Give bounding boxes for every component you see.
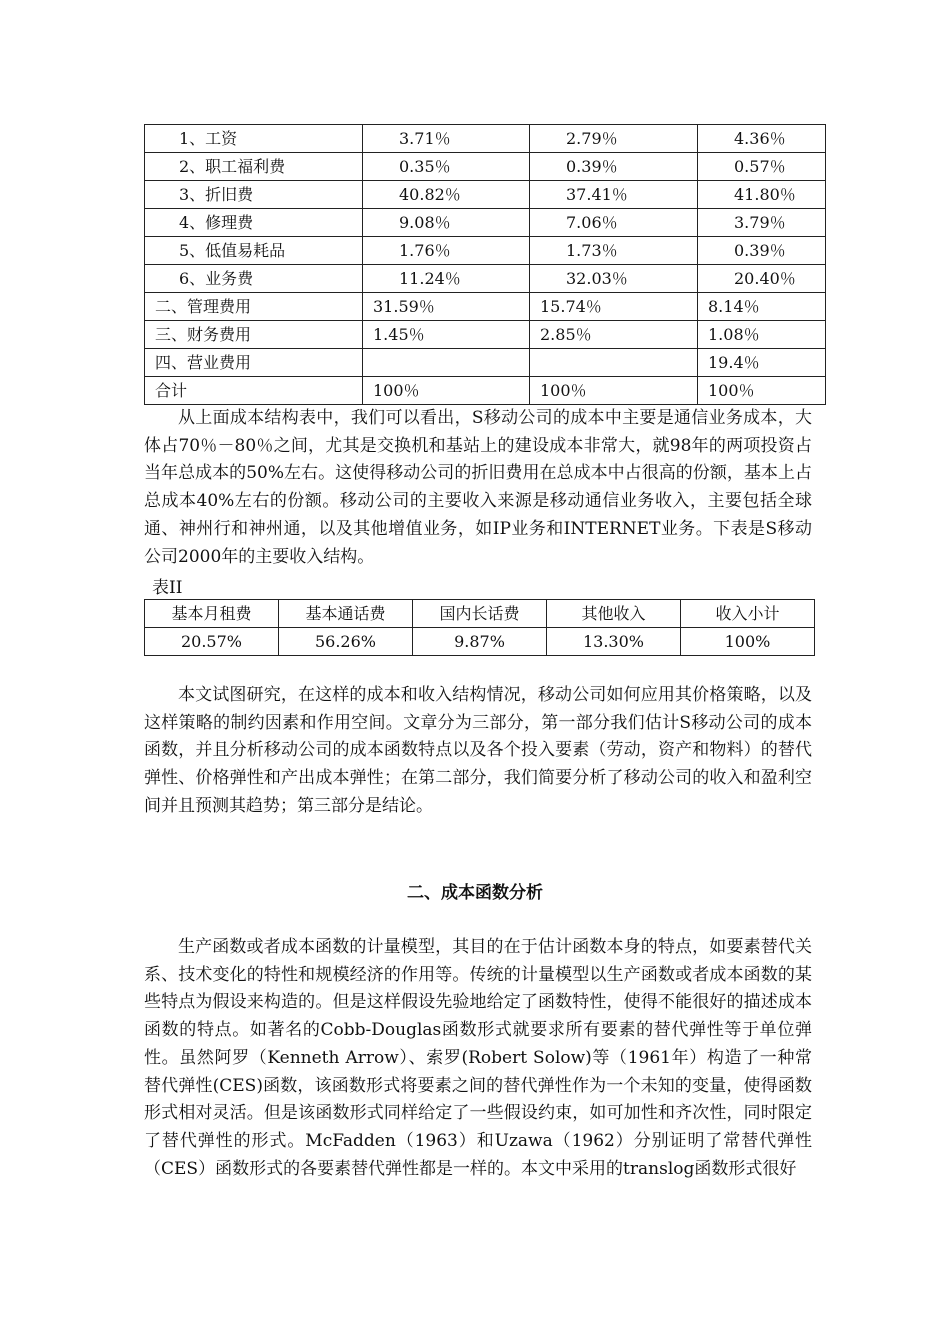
cell-value: 11.24％ [363, 265, 530, 293]
column-header: 国内长话费 [413, 600, 547, 628]
row-label: 合计 [145, 377, 363, 405]
table-row [145, 125, 826, 153]
column-header: 基本月租费 [145, 600, 279, 628]
cell-value: 0.39％ [530, 153, 698, 181]
cell-value: 40.82％ [363, 181, 530, 209]
paragraph-cost-function: 生产函数或者成本函数的计量模型，其目的在于估计函数本身的特点，如要素替代关系、技术变化的特性和规模经济的作用等。传统的计量模型以生产函数或者成本函数的某些特点为假设来构造的。但是这样假设先验地给定了函数特性，使得不能很好的描述成本函数的特点。如著名的Cobb-Douglas函数形式就要求所有要素的替代弹性等于单位弹性。虽然阿罗（Kenneth Arrow）、索罗(Robert Solow)等（1961年）构造了一种常替代弹性(CES)函数，该函数形式将要素之间的替代弹性作为一个未知的变量，使得函数形式相对灵活。但是该函数形式同样给定了一些假设约束，如可加性和齐次性，同时限定了替代弹性的形式。McFadden（1963）和Uzawa（1962）分别证明了常替代弹性（CES）函数形式的各要素替代弹性都是一样的。本文中采用的translog函数形式很好 [144, 937, 812, 1179]
cell-value: 1.73％ [530, 237, 698, 265]
table-row [145, 293, 826, 321]
cell-value [530, 349, 698, 377]
cell-value: 0.35％ [363, 153, 530, 181]
table-header-row [145, 600, 815, 628]
section-heading: 二、成本函数分析 [407, 883, 543, 903]
cell-value: 0.39％ [698, 237, 826, 265]
cell-value: 100％ [698, 377, 826, 405]
table-row [145, 265, 826, 293]
cell-value: 0.57％ [698, 153, 826, 181]
cell-value: 1.08％ [698, 321, 826, 349]
cell-value: 20.40％ [698, 265, 826, 293]
cost-structure-table [144, 124, 826, 405]
table-row [145, 377, 826, 405]
cell-value [363, 349, 530, 377]
cell-value: 4.36％ [698, 125, 826, 153]
table-row [145, 153, 826, 181]
row-label: 6、业务费 [145, 265, 363, 293]
cell-value: 19.4％ [698, 349, 826, 377]
table-row [145, 209, 826, 237]
row-label: 三、财务费用 [145, 321, 363, 349]
cell-value: 31.59％ [363, 293, 530, 321]
column-header: 收入小计 [681, 600, 815, 628]
cell-value: 37.41％ [530, 181, 698, 209]
cell-value: 100% [681, 628, 815, 656]
table-caption: 表II [152, 578, 183, 598]
cell-value: 7.06％ [530, 209, 698, 237]
cell-value: 2.85％ [530, 321, 698, 349]
cell-value: 32.03％ [530, 265, 698, 293]
cell-value: 3.79％ [698, 209, 826, 237]
row-label: 2、职工福利费 [145, 153, 363, 181]
column-header: 基本通话费 [279, 600, 413, 628]
cell-value: 1.76％ [363, 237, 530, 265]
cell-value: 56.26% [279, 628, 413, 656]
cell-value: 13.30% [547, 628, 681, 656]
table-row [145, 321, 826, 349]
cell-value: 100％ [363, 377, 530, 405]
income-structure-table [144, 599, 815, 656]
cell-value: 3.71％ [363, 125, 530, 153]
paragraph-cost-analysis: 从上面成本结构表中，我们可以看出，S移动公司的成本中主要是通信业务成本，大体占70％－80％之间，尤其是交换机和基站上的建设成本非常大，就98年的两项投资占当年总成本的50%左右。这使得移动公司的折旧费用在总成本中占很高的份额，基本上占总成本40%左右的份额。移动公司的主要收入来源是移动通信业务收入，主要包括全球通、神州行和神州通，以及其他增值业务，如IP业务和INTERNET业务。下表是S移动公司2000年的主要收入结构。 [144, 408, 812, 567]
row-label: 4、修理费 [145, 209, 363, 237]
cell-value: 9.08％ [363, 209, 530, 237]
cell-value: 15.74％ [530, 293, 698, 321]
row-label: 1、工资 [145, 125, 363, 153]
row-label: 二、管理费用 [145, 293, 363, 321]
table-row [145, 181, 826, 209]
cell-value: 100％ [530, 377, 698, 405]
cell-value: 1.45％ [363, 321, 530, 349]
row-label: 四、营业费用 [145, 349, 363, 377]
cell-value: 2.79％ [530, 125, 698, 153]
table-row [145, 628, 815, 656]
cell-value: 8.14％ [698, 293, 826, 321]
row-label: 5、低值易耗品 [145, 237, 363, 265]
cell-value: 20.57% [145, 628, 279, 656]
column-header: 其他收入 [547, 600, 681, 628]
cell-value: 41.80％ [698, 181, 826, 209]
paragraph-research-outline: 本文试图研究，在这样的成本和收入结构情况，移动公司如何应用其价格策略，以及这样策略的制约因素和作用空间。文章分为三部分，第一部分我们估计S移动公司的成本函数，并且分析移动公司的成本函数特点以及各个投入要素（劳动，资产和物料）的替代弹性、价格弹性和产出成本弹性；在第二部分，我们简要分析了移动公司的收入和盈利空间并且预测其趋势；第三部分是结论。 [144, 685, 812, 816]
table-row [145, 237, 826, 265]
cell-value: 9.87% [413, 628, 547, 656]
row-label: 3、折旧费 [145, 181, 363, 209]
table-row [145, 349, 826, 377]
